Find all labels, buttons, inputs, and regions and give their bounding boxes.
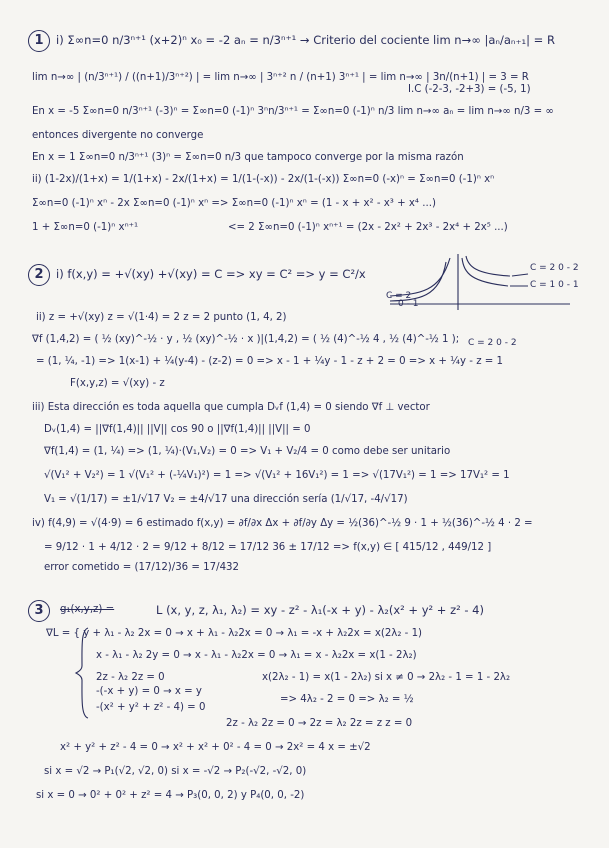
curve-label-c1-left: 0 - 1 (398, 299, 419, 309)
q3-grad-eq3: 2z - λ₂ 2z = 0 (96, 672, 165, 683)
q3-z-solution: 2z - λ₂ 2z = 0 → 2z = λ₂ 2z = z z = 0 (226, 718, 413, 729)
curve-label-leader-1 (512, 274, 528, 276)
q1-series-statement: i) Σ∞n=0 n/3ⁿ⁺¹ (x+2)ⁿ x₀ = -2 aₙ = n/3ⁿ⁺¹ → Criterio del cociente lim n→∞ |aₙ/aₙ₊₁| = R (56, 33, 555, 47)
question-number-2: 2 (28, 264, 50, 286)
q2-level-curves: i) f(x,y) = +√(xy) +√(xy) = C => xy = C² => y = C²/x (56, 267, 366, 281)
q3-grad-eq4: -(-x + y) = 0 → x = y (96, 686, 202, 697)
q3-points-p3-p4: si x = 0 → 0² + 0² + z² = 4 → P₃(0, 0, 2) y P₄(0, 0, -2) (36, 790, 305, 801)
system-brace (76, 628, 90, 718)
q3-struck-text: g₁(x,y,z) = (60, 604, 115, 615)
q1-endpoint-minus5: En x = -5 Σ∞n=0 n/3ⁿ⁺¹ (-3)ⁿ = Σ∞n=0 (-1)ⁿ 3ⁿn/3ⁿ⁺¹ = Σ∞n=0 (-1)ⁿ n/3 lim n→∞ aₙ = lim n→∞ n/3 = ∞ (32, 106, 554, 117)
q3-grad-eq5: -(x² + y² + z² - 4) = 0 (96, 702, 206, 713)
q1-endpoint-1: En x = 1 Σ∞n=0 n/3ⁿ⁺¹ (3)ⁿ = Σ∞n=0 n/3 que tampoco converge por la misma razón (32, 152, 464, 163)
q2-error: error cometido = (17/12)/36 = 17/432 (44, 562, 240, 573)
q1-ratio-limit: lim n→∞ | (n/3ⁿ⁺¹) / ((n+1)/3ⁿ⁺²) | = lim n→∞ | 3ⁿ⁺² n / (n+1) 3ⁿ⁺¹ | = lim n→∞ | 3n/(n+1) | = 3 = R (32, 72, 529, 83)
q2-part-iii: iii) Esta dirección es toda aquella que cumpla Dᵥf (1,4) = 0 siendo ∇f ⊥ vector (32, 402, 430, 413)
q1-series-shift: 1 + Σ∞n=0 (-1)ⁿ xⁿ⁺¹ (32, 222, 139, 233)
question-number-1: 1 (28, 30, 50, 52)
q1-part-ii: ii) (1-2x)/(1+x) = 1/(1+x) - 2x/(1+x) = 1/(1-(-x)) - 2x/(1-(-x)) Σ∞n=0 (-x)ⁿ = Σ∞n=0 (-1)ⁿ xⁿ (32, 174, 495, 185)
q2-level-note: C = 2 0 - 2 (468, 338, 517, 348)
q1-interval: I.C (-2-3, -2+3) = (-5, 1) (408, 84, 531, 95)
q1-series-expansion: Σ∞n=0 (-1)ⁿ xⁿ - 2x Σ∞n=0 (-1)ⁿ xⁿ => Σ∞n=0 (-1)ⁿ xⁿ = (1 - x + x² - x³ + x⁴ ...) (32, 198, 436, 209)
q3-lambda-equality: x(2λ₂ - 1) = x(1 - 2λ₂) si x ≠ 0 → 2λ₂ - 1 = 1 - 2λ₂ (262, 672, 511, 683)
q1-diverges-note: entonces divergente no converge (32, 130, 204, 141)
q2-part-iv: iv) f(4,9) = √(4·9) = 6 estimado f(x,y) = ∂f/∂x Δx + ∂f/∂y Δy = ½(36)^-½ 9 · 1 + ½(36)^-½ 4 · 2 = (32, 518, 533, 529)
curve-label-c2-left: C = 2 (386, 291, 412, 301)
curve-label-c1: C = 1 0 - 1 (530, 280, 579, 290)
q3-lambda2-result: => 4λ₂ - 2 = 0 => λ₂ = ½ (280, 694, 414, 705)
question-number-3: 3 (28, 600, 50, 622)
q2-direction-result: V₁ = √(1/17) = ±1/√17 V₂ = ±4/√17 una dirección sería (1/√17, -4/√17) (44, 494, 408, 505)
q3-points-p1-p2: si x = √2 → P₁(√2, √2, 0) si x = -√2 → P₂(-√2, -√2, 0) (44, 766, 307, 777)
q3-grad-eq2: x - λ₁ - λ₂ 2y = 0 → x - λ₁ - λ₂2x = 0 → λ₁ = x - λ₂2x = x(1 - 2λ₂) (96, 650, 417, 661)
q2-F-definition: F(x,y,z) = √(xy) - z (70, 378, 165, 389)
q2-directional-derivative: Dᵥ(1,4) = ||∇f(1,4)|| ||V|| cos 90 o ||∇f(1,4)|| ||V|| = 0 (44, 424, 311, 435)
q2-gradient: ∇f (1,4,2) = ( ½ (xy)^-½ · y , ½ (xy)^-½ · x )|(1,4,2) = ( ½ (4)^-½ 4 , ½ (4)^-½ 1 ); (32, 334, 460, 345)
q2-tangent-plane: = (1, ¼, -1) => 1(x-1) + ¼(y-4) - (z-2) = 0 => x - 1 + ¼y - 1 - z + 2 = 0 => x + ¼y - z = 1 (36, 356, 504, 367)
level-curve-c2 (466, 256, 510, 276)
q2-unit-condition: √(V₁² + V₂²) = 1 √(V₁² + (-¼V₁)²) = 1 => √(V₁² + 16V₁²) = 1 => √(17V₁²) = 1 => 17V₁² = 1 (44, 470, 510, 481)
q3-grad-eq1: ∇L = { y + λ₁ - λ₂ 2x = 0 → x + λ₁ - λ₂2x = 0 → λ₁ = -x + λ₂2x = x(2λ₂ - 1) (46, 628, 423, 639)
q2-part-ii: ii) z = +√(xy) z = √(1·4) = 2 z = 2 punto (1, 4, 2) (36, 312, 287, 323)
q1-result-series: <= 2 Σ∞n=0 (-1)ⁿ xⁿ⁺¹ = (2x - 2x² + 2x³ - 2x⁴ + 2x⁵ ...) (228, 222, 508, 233)
q3-x-solution: x² + y² + z² - 4 = 0 → x² + x² + 0² - 4 = 0 → 2x² = 4 x = ±√2 (60, 742, 371, 753)
curve-label-c2: C = 2 0 - 2 (530, 263, 579, 273)
q2-orthogonal-condition: ∇f(1,4) = (1, ¼) => (1, ¼)·(V₁,V₂) = 0 => V₁ + V₂/4 = 0 como debe ser unitario (44, 446, 451, 457)
q2-estimate: = 9/12 · 1 + 4/12 · 2 = 9/12 + 8/12 = 17/12 36 ± 17/12 => f(x,y) ∈ [ 415/12 , 449/12 ] (44, 542, 492, 553)
q3-lagrangian: L (x, y, z, λ₁, λ₂) = xy - z² - λ₁(-x + y) - λ₂(x² + y² + z² - 4) (156, 603, 484, 617)
